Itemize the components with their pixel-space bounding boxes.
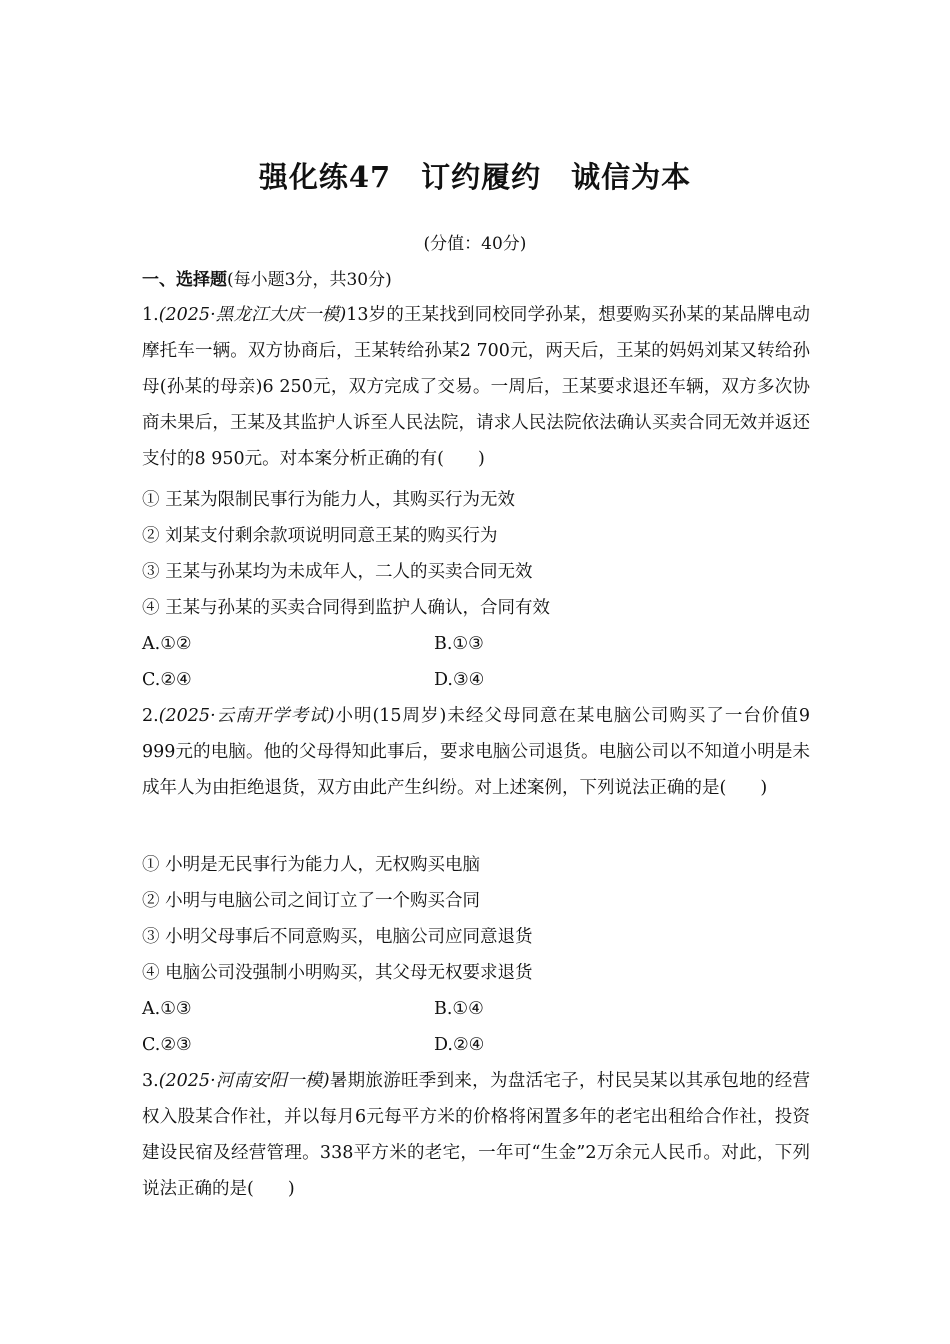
question-1-choice-c: C.②④: [142, 670, 192, 690]
question-2-statement-4: ④ 电脑公司没强制小明购买，其父母无权要求退货: [142, 963, 533, 983]
question-2-statement-3: ③ 小明父母事后不同意购买，电脑公司应同意退货: [142, 927, 533, 947]
question-1-choice-d: D.③④: [434, 670, 485, 690]
question-source: (2025·黑龙江大庆一模): [158, 305, 347, 325]
question-number: 2.: [142, 706, 159, 726]
question-1-choice-b: B.①③: [434, 634, 484, 654]
question-2-choice-a: A.①③: [142, 999, 192, 1019]
question-2-choice-b: B.①④: [434, 999, 484, 1019]
question-number: 3.: [142, 1071, 159, 1091]
question-1-statement-4: ④ 王某与孙某的买卖合同得到监护人确认，合同有效: [142, 598, 551, 618]
section-label: 一、选择题: [142, 270, 227, 290]
question-2-statement-2: ② 小明与电脑公司之间订立了一个购买合同: [142, 891, 481, 911]
question-2-stem: [142, 698, 810, 806]
question-number: 1.: [142, 305, 159, 325]
page-title: 强化练47 订约履约 诚信为本: [258, 160, 692, 194]
question-1-stem: [142, 297, 810, 477]
question-3-stem: [142, 1063, 810, 1207]
question-2-choice-d: D.②④: [434, 1035, 485, 1055]
question-1-statement-1: ① 王某为限制民事行为能力人，其购买行为无效: [142, 490, 516, 510]
question-2-choice-c: C.②③: [142, 1035, 192, 1055]
question-source: (2025·河南安阳一模): [158, 1071, 330, 1091]
question-1-statement-2: ② 刘某支付剩余款项说明同意王某的购买行为: [142, 526, 498, 546]
section-heading: [142, 265, 392, 290]
question-2-statement-1: ① 小明是无民事行为能力人，无权购买电脑: [142, 855, 481, 875]
score-note: (分值：40分): [423, 234, 527, 254]
question-source: (2025·云南开学考试): [158, 706, 335, 726]
section-note: (每小题3分，共30分): [227, 270, 392, 290]
question-text: 暑期旅游旺季到来，为盘活宅子，村民吴某以其承包地的经营权入股某合作社，并以每月6元每平方米的价格将闲置多年的老宅出租给合作社，投资建设民宿及经营管理。338平方米的老宅，一年可“生金”2万余元人民币。对此，下列说法正确的是(: [142, 1071, 810, 1199]
question-paren-close: ): [287, 1179, 295, 1199]
question-text: 小明(15周岁)未经父母同意在某电脑公司购买了一台价值9 999元的电脑。他的父母得知此事后，要求电脑公司退货。电脑公司以不知道小明是未成年人为由拒绝退货，双方由此产生纠纷。对上述案例，下列说法正确的是(: [142, 706, 810, 798]
question-paren-close: ): [760, 778, 768, 798]
question-1-choice-a: A.①②: [142, 634, 192, 654]
question-paren-close: ): [477, 449, 485, 469]
question-text: 13岁的王某找到同校同学孙某，想要购买孙某的某品牌电动摩托车一辆。双方协商后，王某转给孙某2 700元，两天后，王某的妈妈刘某又转给孙母(孙某的母亲)6 250元，双方完成了交易。一周后，王某要求退还车辆，双方多次协商未果后，王某及其监护人诉至人民法院，请求人民法院依法确认买卖合同无效并返还支付的8 950元。对本案分析正确的有(: [142, 305, 810, 469]
question-1-statement-3: ③ 王某与孙某均为未成年人，二人的买卖合同无效: [142, 562, 533, 582]
